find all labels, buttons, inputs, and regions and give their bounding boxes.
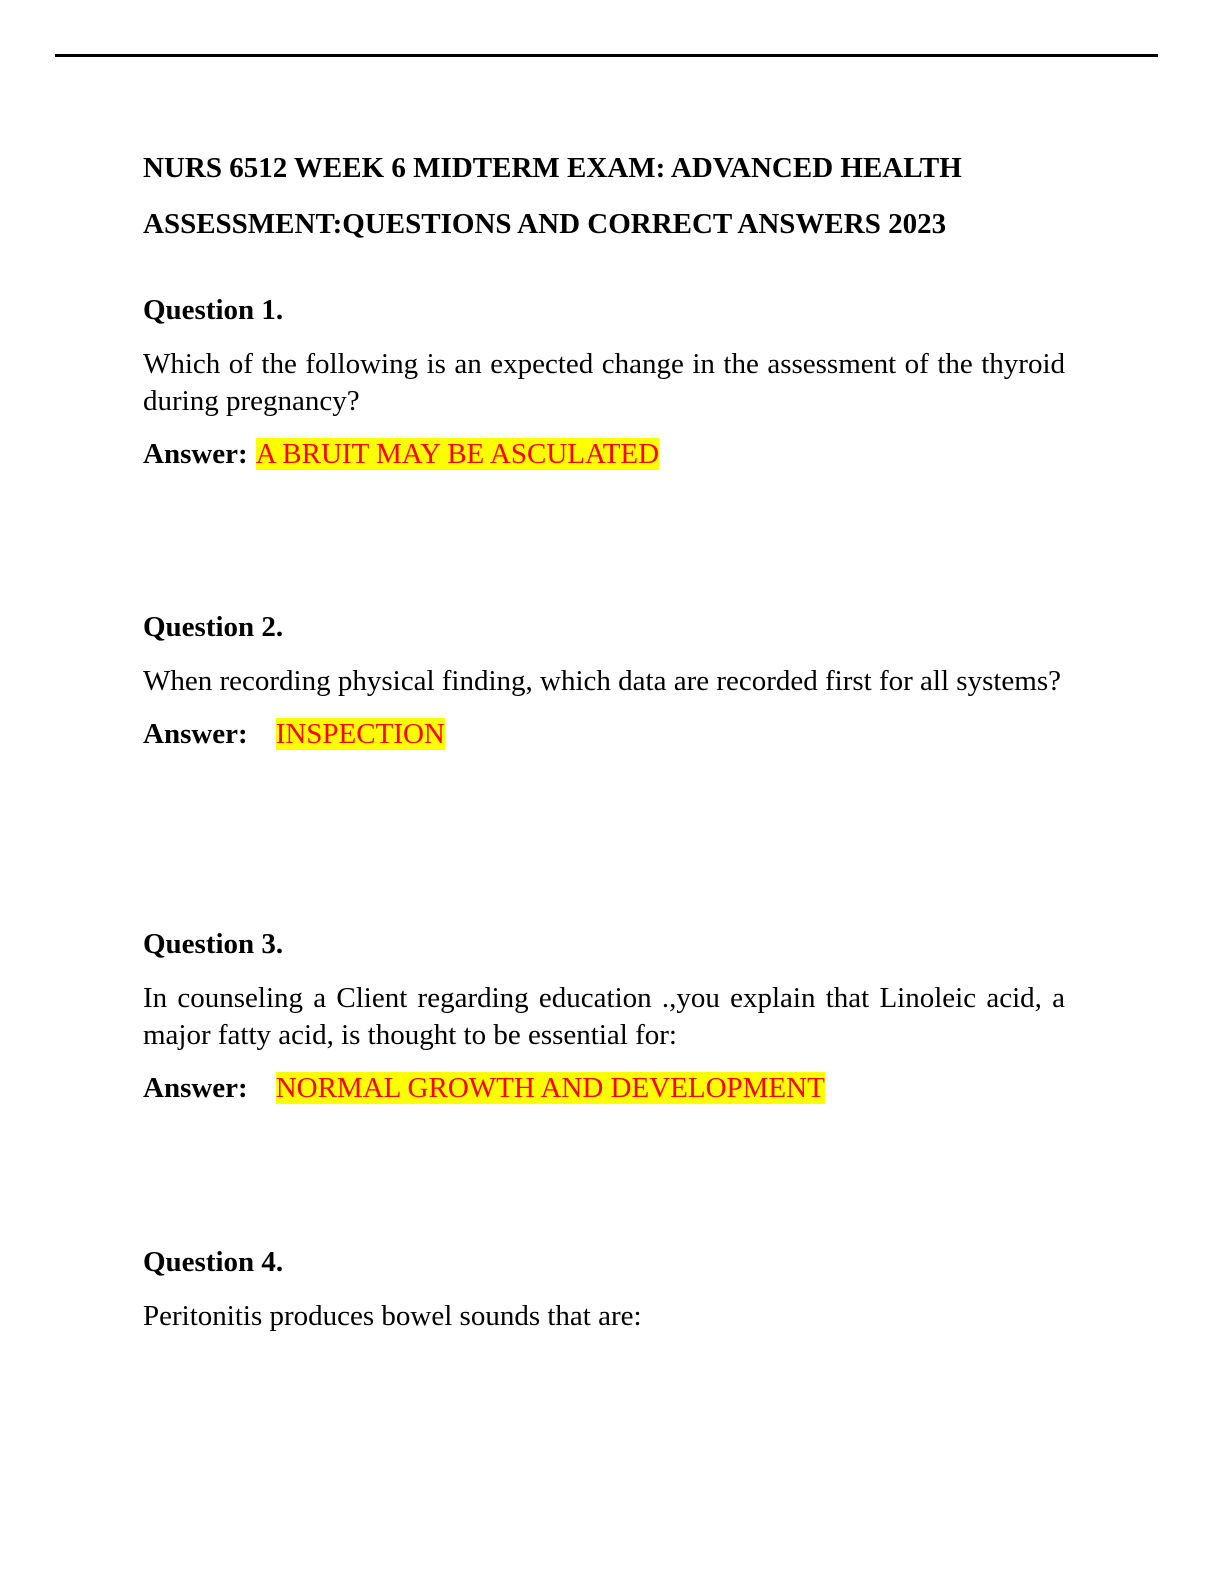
answer-highlight: NORMAL GROWTH AND DEVELOPMENT — [275, 1072, 825, 1104]
question-text: When recording physical finding, which data are recorded first for all systems? — [143, 665, 1062, 697]
answer-row — [143, 716, 1065, 752]
question-text: In counseling a Client regarding education .,you explain that Linoleic acid, a major fatty acid, is thought to be essential for: — [143, 982, 1065, 1051]
question-text: Peritonitis produces bowel sounds that are: — [143, 1300, 642, 1332]
question-block-3 — [143, 926, 1065, 1106]
answer-row — [143, 436, 1065, 472]
answer-label: Answer: — [143, 718, 248, 750]
answer-label: Answer: — [143, 438, 248, 470]
question-block-1 — [143, 292, 1065, 472]
question-block-2 — [143, 609, 1065, 752]
answer-label: Answer: — [143, 1072, 248, 1104]
question-block-4 — [143, 1244, 1065, 1335]
question-heading: Question 4. — [143, 1246, 284, 1278]
answer-highlight: INSPECTION — [275, 718, 445, 750]
question-heading: Question 3. — [143, 928, 284, 960]
top-horizontal-rule — [55, 54, 1158, 57]
answer-row — [143, 1070, 1065, 1106]
question-text: Which of the following is an expected change in the assessment of the thyroid during pregnancy? — [143, 348, 1065, 417]
document-title: NURS 6512 WEEK 6 MIDTERM EXAM: ADVANCED HEALTH ASSESSMENT:QUESTIONS AND CORRECT ANSWERS 2023 — [143, 152, 962, 240]
question-heading: Question 2. — [143, 611, 284, 643]
question-heading: Question 1. — [143, 294, 284, 326]
answer-highlight: A BRUIT MAY BE ASCULATED — [255, 438, 660, 470]
